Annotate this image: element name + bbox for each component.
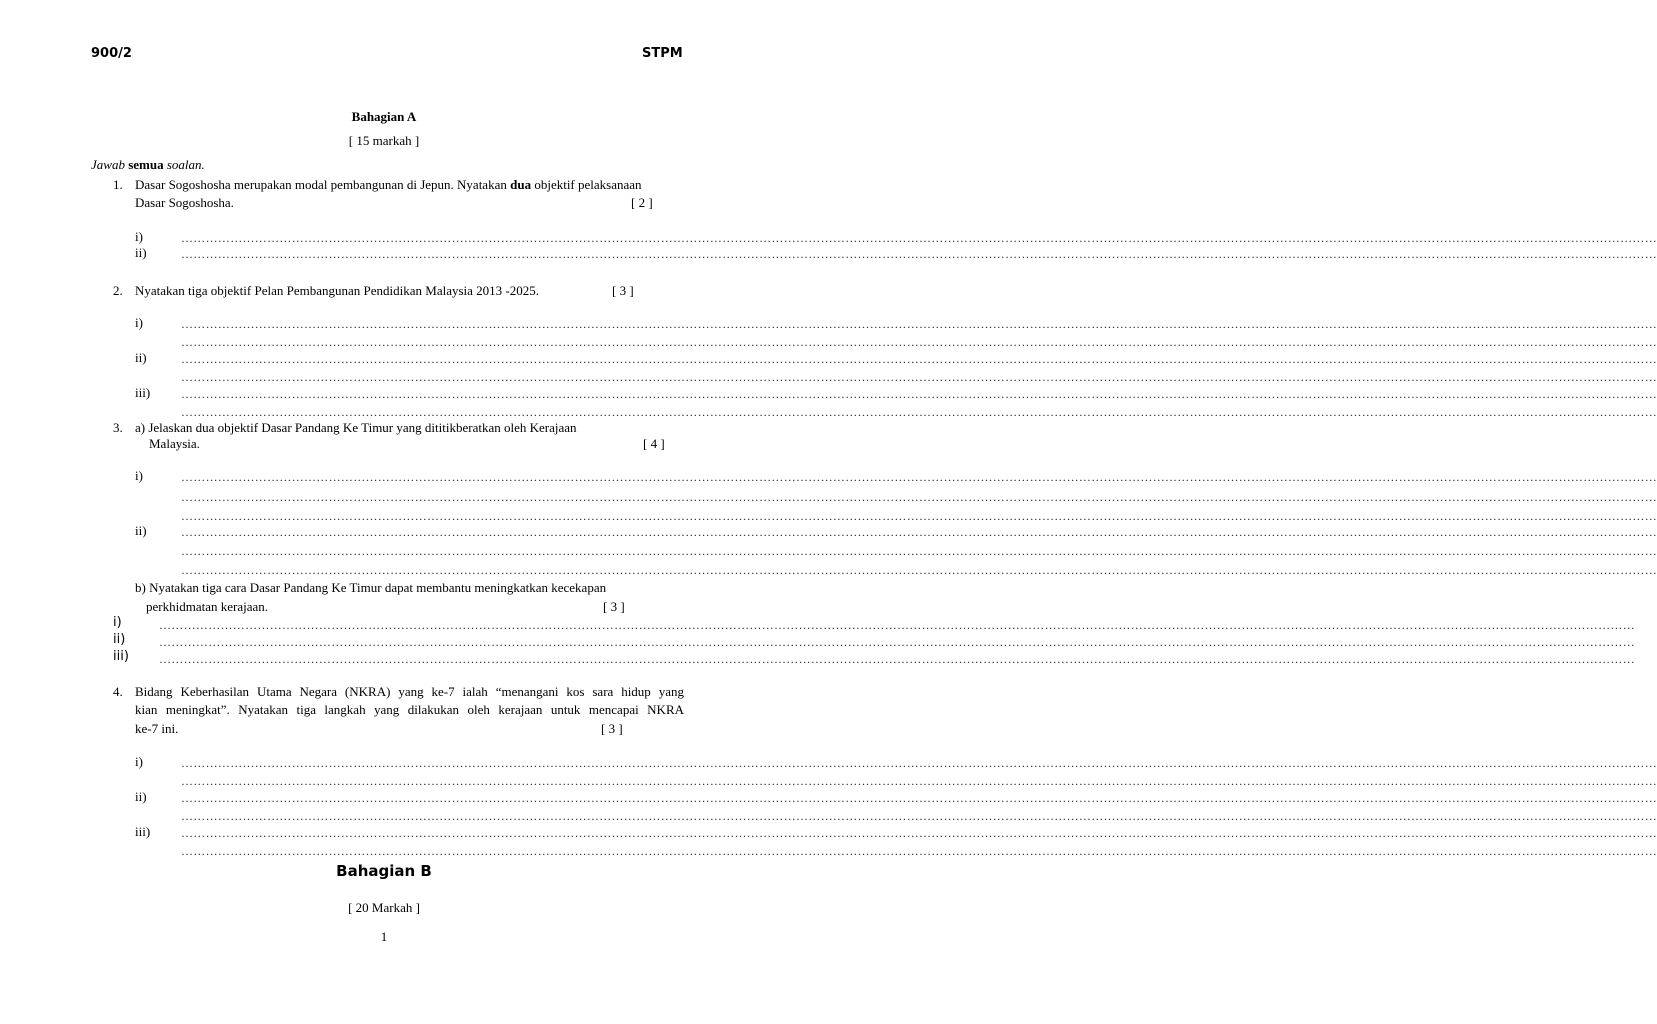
header-code: 900/2 bbox=[91, 46, 132, 61]
q3b-line2: perkhidmatan kerajaan. bbox=[146, 599, 268, 614]
q1-line1-pre: Dasar Sogoshosha merupakan modal pembangunan di Jepun. Nyatakan bbox=[135, 177, 511, 192]
answer-line[interactable]: ……………………………………………………………………………………………………………………………………………………………………………………………………………………………………………………………………………………………………………………………… bbox=[181, 509, 1657, 523]
q1-line1 bbox=[135, 176, 642, 194]
answer-line[interactable]: ……………………………………………………………………………………………………………………………………………………………………………………………………………………………………………………………………………………………………………………………… bbox=[181, 525, 1657, 539]
answer-line[interactable]: ……………………………………………………………………………………………………………………………………………………………………………………………………………………………………………………………………………………………………………………………… bbox=[181, 844, 1657, 858]
answer-line[interactable]: ……………………………………………………………………………………………………………………………………………………………………………………………………………………………………………………………………………………………………………………………… bbox=[181, 247, 1657, 261]
answer-line[interactable]: ……………………………………………………………………………………………………………………………………………………………………………………………………………………………………………………………………………………………………………………………… bbox=[181, 470, 1657, 484]
q3b-label-2: ii) bbox=[113, 632, 126, 647]
answer-line[interactable]: ……………………………………………………………………………………………………………………………………………………………………………………………………………………………………………………………………………………………………………………………… bbox=[181, 563, 1657, 577]
answer-line[interactable]: ……………………………………………………………………………………………………………………………………………………………………………………………………………………………………………………………………………………………………………………………… bbox=[181, 809, 1657, 823]
section-b-marks: [ 20 Markah ] bbox=[348, 900, 420, 915]
q3a-label-2: ii) bbox=[135, 523, 147, 538]
q2-label-3: iii) bbox=[135, 385, 151, 400]
q4-label-3: iii) bbox=[135, 824, 151, 839]
answer-line[interactable]: ……………………………………………………………………………………………………………………………………………………………………………………………………………………………………………………………………………………………………………………………… bbox=[181, 826, 1657, 840]
instruction bbox=[91, 156, 205, 174]
q4-marks: [ 3 ] bbox=[601, 721, 623, 736]
answer-line[interactable]: ……………………………………………………………………………………………………………………………………………………………………………………………………………………………………………………………………………………………………………………………… bbox=[181, 317, 1657, 331]
q4-number: 4. bbox=[113, 684, 123, 699]
q2-text: Nyatakan tiga objektif Pelan Pembangunan Pendidikan Malaysia 2013 -2025. bbox=[135, 283, 539, 298]
q2-label-1: i) bbox=[135, 315, 143, 330]
instruction-post: soalan. bbox=[163, 157, 205, 172]
q4-line3: ke-7 ini. bbox=[135, 721, 179, 736]
page-number: 1 bbox=[380, 929, 388, 944]
answer-line[interactable]: ……………………………………………………………………………………………………………………………………………………………………………………………………………………………………………………………………………………………………………………………… bbox=[181, 756, 1657, 770]
q3a-line1: a) Jelaskan dua objektif Dasar Pandang Ke Timur yang dititikberatkan oleh Kerajaan bbox=[135, 420, 577, 435]
q2-label-2: ii) bbox=[135, 350, 147, 365]
q1-number: 1. bbox=[113, 177, 123, 192]
q4-label-1: i) bbox=[135, 754, 143, 769]
answer-line[interactable]: ……………………………………………………………………………………………………………………………………………………………………………………………………………………………………………………………………………………………………………………………… bbox=[181, 335, 1657, 349]
answer-line[interactable]: ……………………………………………………………………………………………………………………………………………………………………………………………………………………………………………………………………………………………………………………………… bbox=[181, 544, 1657, 558]
answer-line[interactable]: ……………………………………………………………………………………………………………………………………………………………………………………………………………………………………………………………………………………………………………………………… bbox=[159, 652, 1635, 666]
instruction-pre: Jawab bbox=[91, 157, 129, 172]
q1-line1-post: objektif pelaksanaan bbox=[531, 177, 642, 192]
q3a-line2: Malaysia. bbox=[149, 436, 200, 451]
q3b-label-3: iii) bbox=[113, 649, 129, 664]
q3a-marks: [ 4 ] bbox=[643, 436, 665, 451]
q3-number: 3. bbox=[113, 420, 123, 435]
q1-marks: [ 2 ] bbox=[631, 195, 653, 210]
answer-line[interactable]: ……………………………………………………………………………………………………………………………………………………………………………………………………………………………………………………………………………………………………………………………… bbox=[159, 618, 1635, 632]
answer-line[interactable]: ……………………………………………………………………………………………………………………………………………………………………………………………………………………………………………………………………………………………………………………………… bbox=[181, 774, 1657, 788]
q1-label-2: ii) bbox=[135, 245, 147, 260]
instruction-bold: semua bbox=[128, 157, 164, 172]
answer-line[interactable]: ……………………………………………………………………………………………………………………………………………………………………………………………………………………………………………………………………………………………………………………………… bbox=[181, 231, 1657, 245]
q4-label-2: ii) bbox=[135, 789, 147, 804]
section-a-marks: [ 15 markah ] bbox=[348, 133, 420, 148]
q3b-marks: [ 3 ] bbox=[603, 599, 625, 614]
answer-line[interactable]: ……………………………………………………………………………………………………………………………………………………………………………………………………………………………………………………………………………………………………………………………… bbox=[181, 791, 1657, 805]
q3b-line1: b) Nyatakan tiga cara Dasar Pandang Ke Timur dapat membantu meningkatkan kecekapan bbox=[135, 580, 607, 595]
section-a-title: Bahagian A bbox=[351, 109, 417, 124]
header-exam: STPM bbox=[642, 46, 683, 61]
q1-line1-bold: dua bbox=[510, 177, 532, 192]
section-b-title: Bahagian B bbox=[336, 862, 432, 880]
answer-line[interactable]: ……………………………………………………………………………………………………………………………………………………………………………………………………………………………………………………………………………………………………………………………… bbox=[181, 405, 1657, 419]
q2-number: 2. bbox=[113, 283, 123, 298]
q4-line2: kian meningkat”. Nyatakan tiga langkah yang dilakukan oleh kerajaan untuk mencapai NKRA bbox=[135, 702, 684, 717]
answer-line[interactable]: ……………………………………………………………………………………………………………………………………………………………………………………………………………………………………………………………………………………………………………………………… bbox=[181, 490, 1657, 504]
answer-line[interactable]: ……………………………………………………………………………………………………………………………………………………………………………………………………………………………………………………………………………………………………………………………… bbox=[181, 370, 1657, 384]
q3a-label-1: i) bbox=[135, 468, 143, 483]
q4-line1: Bidang Keberhasilan Utama Negara (NKRA) yang ke-7 ialah “menangani kos sara hidup yang bbox=[135, 684, 684, 699]
q1-label-1: i) bbox=[135, 229, 143, 244]
q1-line2: Dasar Sogoshosha. bbox=[135, 195, 234, 210]
q3b-label-1: i) bbox=[113, 615, 122, 630]
answer-line[interactable]: ……………………………………………………………………………………………………………………………………………………………………………………………………………………………………………………………………………………………………………………………… bbox=[181, 352, 1657, 366]
answer-line[interactable]: ……………………………………………………………………………………………………………………………………………………………………………………………………………………………………………………………………………………………………………………………… bbox=[181, 387, 1657, 401]
q2-marks: [ 3 ] bbox=[612, 283, 634, 298]
answer-line[interactable]: ……………………………………………………………………………………………………………………………………………………………………………………………………………………………………………………………………………………………………………………………… bbox=[159, 635, 1635, 649]
